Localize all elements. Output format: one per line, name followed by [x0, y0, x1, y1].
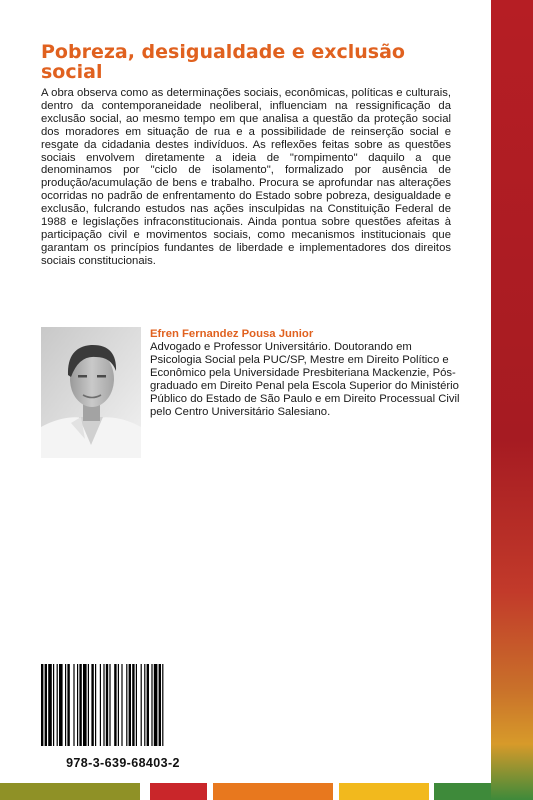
color-stripe: [150, 783, 207, 800]
isbn-number: 978-3-639-68403-2: [66, 756, 180, 770]
author-portrait-image: [41, 327, 141, 458]
isbn-barcode: [41, 664, 205, 746]
color-stripe: [434, 783, 491, 800]
author-biography: Advogado e Professor Universitário. Doutorando em Psicologia Social pela PUC/SP, Mestre em Direito Político e Econômico pela Universidade Presbiteriana Mackenzie, Pós-graduado em Direito Penal pela Escola Superior do Ministério Público do Estado de São Paulo e em Direito Processual Civil pelo Centro Universitário Salesiano.: [150, 341, 460, 418]
color-stripes: [0, 783, 491, 800]
spine-band: [491, 0, 533, 800]
author-photo: [41, 327, 141, 458]
book-synopsis: A obra observa como as determinações sociais, econômicas, políticas e culturais, dentro da contemporaneidade neoliberal, influenciam na ressignificação da exclusão social, ao mesmo tempo em que analisa a questão da proteção social dos moradores em situação de rua e a possibilidade de reinserção social e resgate da cidadania destes indivíduos. As reflexões feitas sobre as questões sociais envolvem diretamente a ideia de "rompimento" daquilo a que denominamos por "ciclo de isolamento", formalizado por ausência de produção/acumulação de bens e trabalho. Procura se aprofundar nas alterações ocorridas no padrão de enfrentamento do Estado sobre pobreza, desigualdade e exclusão, fulcrando estudos nas ações insculpidas na Constituição Federal de 1988 e legislações infraconstitucionais. Ainda pontua sobre questões afeitas à participação civil e movimentos sociais, como mecanismos institucionais que garantam os princípios fundantes de liberdade e implementadores dos direitos sociais constitucionais.: [41, 87, 451, 267]
color-stripe: [339, 783, 429, 800]
color-stripe: [213, 783, 333, 800]
author-name: Efren Fernandez Pousa Junior: [150, 328, 314, 340]
color-stripe: [0, 783, 140, 800]
book-title: Pobreza, desigualdade e exclusão social: [41, 41, 405, 83]
